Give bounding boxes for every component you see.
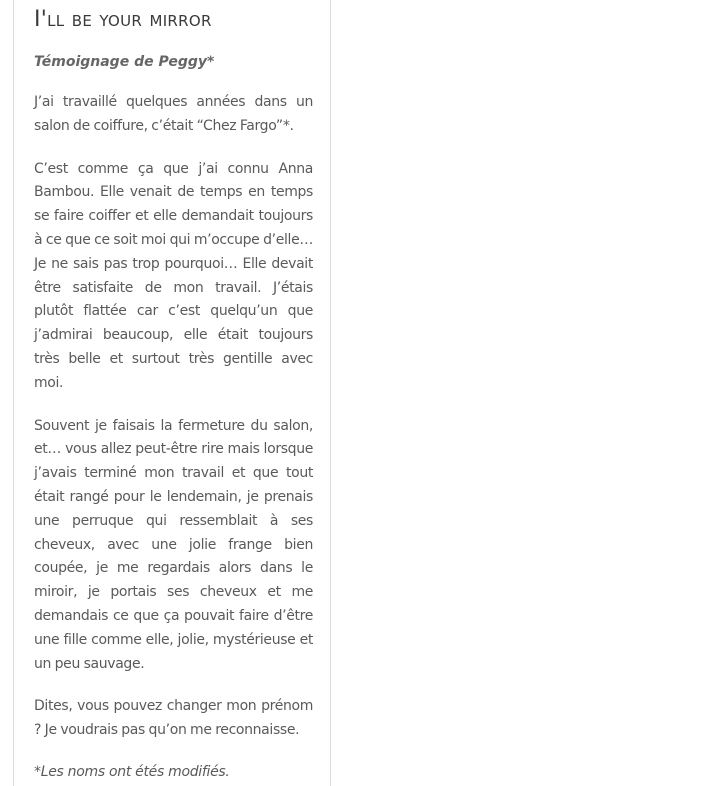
article-panel: [13, 0, 331, 786]
article-subtitle: Témoignage de Peggy*: [34, 54, 215, 70]
paragraph-3: Souvent je faisais la fermeture du salon, et… vous allez peut-être rire mais lorsque j’avais terminé mon travail et que tout était rangé pour le lendemain, je prenais une perruque qui ressemblait à ses cheveux, avec une jolie frange bien coupée, je me regardais alors dans le miroir, je portais ses cheveux et me demandais ce que ça pouvait faire d’être une fille comme elle, jolie, mystérieuse et un peu sauvage.: [34, 417, 313, 672]
article-content: [34, 0, 313, 783]
paragraph-1: J’ai travaillé quelques années dans un salon de coiffure, c’était “Chez Fargo”*.: [34, 94, 313, 134]
paragraph-4: Dites, vous pouvez changer mon prénom ? Je voudrais pas qu’on me reconnaisse.: [34, 698, 313, 739]
footnote: *Les noms ont étés modifiés.: [34, 763, 230, 780]
paragraph-2: C’est comme ça que j’ai connu Anna Bambou. Elle venait de temps en temps se faire coiffer et elle demandait toujours à ce que ce soit moi qui m’occupe d’elle… Je ne sais pas trop pourquoi… Elle devait être satisfaite de mon travail. J’étais plutôt flattée car c’est quelqu’un que j’admirai beaucoup, elle était toujours très belle et surtout très gentille avec moi.: [34, 160, 313, 391]
article-title: I'll be your mirror: [34, 7, 212, 32]
